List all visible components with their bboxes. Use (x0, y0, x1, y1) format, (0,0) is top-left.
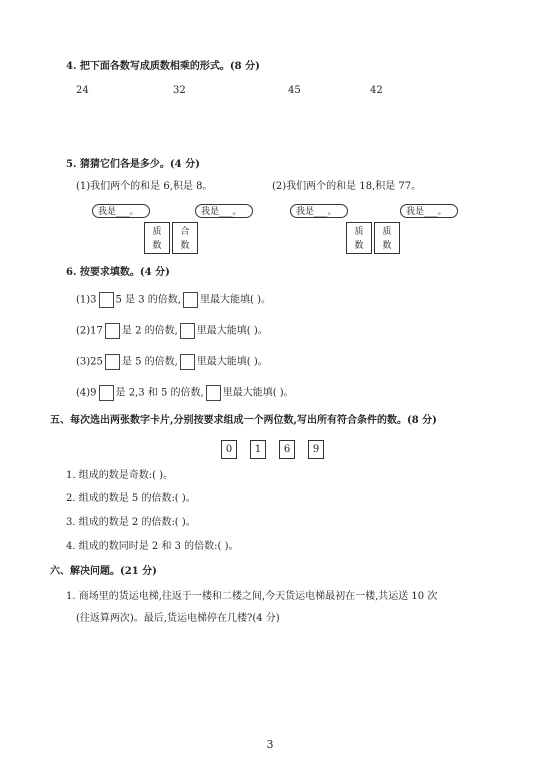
q5-part-1: (1)我们两个的和是 6,积是 8。 (76, 181, 213, 192)
q4-number-1: 24 (76, 85, 89, 96)
section-5-item-3: 3. 组成的数是 2 的倍数:( )。 (66, 517, 196, 528)
number-box-composite: 合 数 (172, 222, 198, 254)
number-box-prime-2: 质 数 (346, 222, 372, 254)
q6-title: 6. 按要求填数。(4 分) (66, 267, 170, 278)
answer-box[interactable] (99, 385, 114, 401)
answer-box[interactable] (180, 323, 195, 339)
digit-card-0: 0 (221, 440, 237, 459)
speech-bubble-right: 我是___。 (195, 204, 253, 218)
q5-part-2: (2)我们两个的和是 18,积是 77。 (272, 181, 422, 192)
section-5-title: 五、每次选出两张数字卡片,分别按要求组成一个两位数,写出所有符合条件的数。(8 分) (50, 415, 437, 426)
answer-box[interactable] (99, 292, 114, 308)
answer-box[interactable] (183, 292, 198, 308)
speech-bubble-left: 我是___。 (92, 204, 150, 218)
answer-box[interactable] (105, 354, 120, 370)
answer-box[interactable] (180, 354, 195, 370)
page-number: 3 (266, 738, 274, 751)
answer-box[interactable] (105, 323, 120, 339)
q4-number-2: 32 (173, 85, 186, 96)
q6-item-1: (1)3 5 是 3 的倍数, 里最大能填( )。 (76, 292, 271, 308)
number-box-prime: 质 数 (144, 222, 170, 254)
q6-item-2: (2)17 是 2 的倍数, 里最大能填( )。 (76, 323, 268, 339)
speech-bubble-left-2: 我是___。 (290, 204, 348, 218)
q6-item-4: (4)9 是 2,3 和 5 的倍数, 里最大能填( )。 (76, 385, 294, 401)
q5-title: 5. 猜猜它们各是多少。(4 分) (66, 159, 200, 170)
q6-item-3: (3)25 是 5 的倍数, 里最大能填( )。 (76, 354, 268, 370)
digit-card-9: 9 (308, 440, 324, 459)
section-5-item-1: 1. 组成的数是奇数:( )。 (66, 470, 174, 481)
section-5-item-2: 2. 组成的数是 5 的倍数:( )。 (66, 493, 196, 504)
digit-card-1: 1 (250, 440, 266, 459)
section-5-item-4: 4. 组成的数同时是 2 和 3 的倍数:( )。 (66, 541, 239, 552)
q4-number-3: 45 (288, 85, 301, 96)
problem-1-line-1: 1. 商场里的货运电梯,往返于一楼和二楼之间,今天货运电梯最初在一楼,共运送 10 次 (66, 591, 438, 602)
q4-number-4: 42 (370, 85, 383, 96)
q4-title: 4. 把下面各数写成质数相乘的形式。(8 分) (66, 61, 260, 72)
problem-1-line-2: (往返算两次)。最后,货运电梯停在几楼?(4 分) (76, 613, 280, 624)
number-box-prime-3: 质 数 (374, 222, 400, 254)
speech-bubble-right-2: 我是___。 (400, 204, 458, 218)
digit-card-6: 6 (279, 440, 295, 459)
answer-box[interactable] (206, 385, 221, 401)
section-6-title: 六、解决问题。(21 分) (50, 566, 157, 577)
